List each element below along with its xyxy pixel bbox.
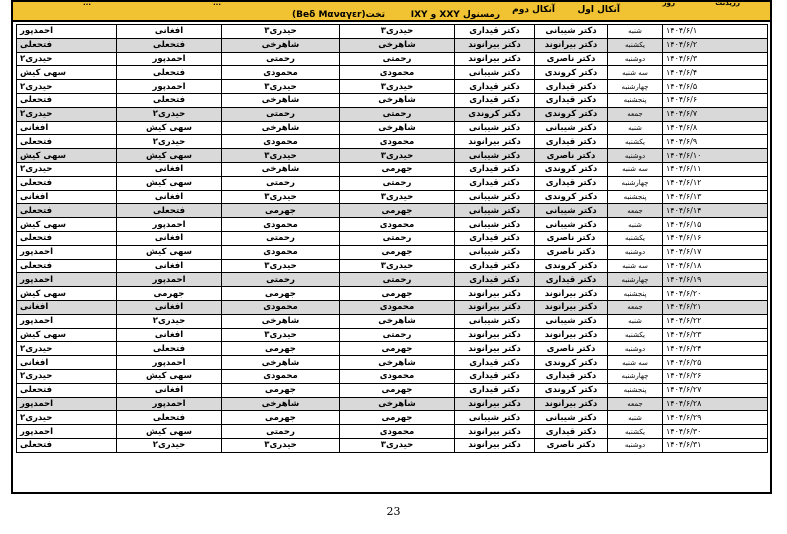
resident-c-cell: فتحعلی	[117, 204, 222, 218]
resident-b-cell: رحمتی	[222, 273, 340, 287]
resident-a-cell: محمودی	[340, 425, 455, 439]
resident-c-cell: افغانی	[117, 190, 222, 204]
first-oncall-cell: دکتر شیبانی	[535, 121, 608, 135]
first-oncall-cell: دکتر ناصری	[535, 342, 608, 356]
day-cell: پنجشنبه	[608, 190, 663, 204]
resident-d-cell: فتحعلی	[17, 259, 117, 273]
date-cell: ۱۴۰۴/۶/۲	[663, 38, 768, 52]
resident-c-cell: سهی کیش	[117, 149, 222, 163]
day-cell: دوشنبه	[608, 149, 663, 163]
resident-d-cell: فتحعلی	[17, 135, 117, 149]
table-row	[17, 287, 768, 301]
resident-b-cell: رحمتی	[222, 107, 340, 121]
first-oncall-cell: دکتر ناصری	[535, 438, 608, 452]
resident-d-cell: حیدری۲	[17, 107, 117, 121]
date-cell: ۱۴۰۴/۶/۳۱	[663, 438, 768, 452]
resident-a-cell: رحمتی	[340, 176, 455, 190]
first-oncall-cell: دکتر قیداری	[535, 273, 608, 287]
table-row	[17, 135, 768, 149]
resident-b-cell: محمودی	[222, 218, 340, 232]
first-oncall-cell: دکتر قیداری	[535, 80, 608, 94]
first-oncall-cell: دکتر شیبانی	[535, 25, 608, 39]
second-oncall-cell: دکتر قیداری	[455, 162, 535, 176]
resident-b-cell: محمودی	[222, 245, 340, 259]
resident-c-cell: افغانی	[117, 300, 222, 314]
resident-d-cell: حیدری۲	[17, 411, 117, 425]
resident-b-cell: جهرمی	[222, 204, 340, 218]
day-cell: پنجشنبه	[608, 383, 663, 397]
resident-a-cell: محمودی	[340, 218, 455, 232]
day-cell: دوشنبه	[608, 438, 663, 452]
date-cell: ۱۴۰۴/۶/۳	[663, 52, 768, 66]
first-oncall-cell: دکتر قیداری	[535, 369, 608, 383]
table-row	[17, 245, 768, 259]
first-oncall-cell: دکتر ناصری	[535, 231, 608, 245]
resident-b-cell: رحمتی	[222, 231, 340, 245]
table-row	[17, 425, 768, 439]
resident-c-cell: احمدپور	[117, 218, 222, 232]
first-oncall-cell: دکتر کروندی	[535, 162, 608, 176]
date-cell: ۱۴۰۴/۶/۲۰	[663, 287, 768, 301]
second-oncall-cell: دکتر بیرانوند	[455, 425, 535, 439]
table-row	[17, 369, 768, 383]
second-oncall-cell: دکتر شیبانی	[455, 149, 535, 163]
date-cell: ۱۴۰۴/۶/۶	[663, 93, 768, 107]
table-row	[17, 176, 768, 190]
table-row	[17, 149, 768, 163]
resident-a-cell: حیدری۳	[340, 438, 455, 452]
second-oncall-cell: دکتر بیرانوند	[455, 397, 535, 411]
resident-b-cell: محمودی	[222, 66, 340, 80]
date-cell: ۱۴۰۴/۶/۹	[663, 135, 768, 149]
resident-b-cell: شاهرخی	[222, 93, 340, 107]
date-cell: ۱۴۰۴/۶/۲۹	[663, 411, 768, 425]
resident-a-cell: حیدری۳	[340, 25, 455, 39]
table-row	[17, 383, 768, 397]
resident-c-cell: افغانی	[117, 25, 222, 39]
resident-b-cell: جهرمی	[222, 287, 340, 301]
resident-a-cell: رحمتی	[340, 231, 455, 245]
resident-b-cell: شاهرخی	[222, 162, 340, 176]
resident-b-cell: رحمتی	[222, 425, 340, 439]
day-cell: چهارشنبه	[608, 369, 663, 383]
resident-d-cell: فتحعلی	[17, 204, 117, 218]
second-oncall-cell: دکتر بیرانوند	[455, 135, 535, 149]
first-oncall-cell: دکتر کروندی	[535, 383, 608, 397]
date-cell: ۱۴۰۴/۶/۱	[663, 25, 768, 39]
table-row	[17, 52, 768, 66]
header-genotype: رمسنول XXY و IXY	[410, 10, 500, 20]
second-oncall-cell: دکتر بیرانوند	[455, 438, 535, 452]
day-cell: چهارشنبه	[608, 176, 663, 190]
second-oncall-cell: دکتر بیرانوند	[455, 342, 535, 356]
resident-a-cell: محمودی	[340, 66, 455, 80]
page-number: 23	[386, 505, 401, 518]
resident-c-cell: احمدپور	[117, 397, 222, 411]
resident-a-cell: محمودی	[340, 135, 455, 149]
resident-c-cell: احمدپور	[117, 80, 222, 94]
day-cell: چهارشنبه	[608, 80, 663, 94]
second-oncall-cell: دکتر قیداری	[455, 80, 535, 94]
first-oncall-cell: دکتر بیرانوند	[535, 397, 608, 411]
day-cell: پنجشنبه	[608, 287, 663, 301]
resident-d-cell: فتحعلی	[17, 38, 117, 52]
second-oncall-cell: دکتر شیبانی	[455, 218, 535, 232]
resident-b-cell: حیدری۳	[222, 438, 340, 452]
day-cell: جمعه	[608, 107, 663, 121]
table-row	[17, 25, 768, 39]
resident-c-cell: افغانی	[117, 231, 222, 245]
resident-c-cell: افغانی	[117, 383, 222, 397]
second-oncall-cell: دکتر شیبانی	[455, 66, 535, 80]
resident-a-cell: جهرمی	[340, 245, 455, 259]
date-cell: ۱۴۰۴/۶/۲۸	[663, 397, 768, 411]
resident-b-cell: شاهرخی	[222, 397, 340, 411]
resident-c-cell: افغانی	[117, 162, 222, 176]
date-cell: ۱۴۰۴/۶/۵	[663, 80, 768, 94]
first-oncall-cell: دکتر کروندی	[535, 259, 608, 273]
resident-a-cell: شاهرخی	[340, 397, 455, 411]
resident-b-cell: شاهرخی	[222, 314, 340, 328]
resident-a-cell: محمودی	[340, 369, 455, 383]
first-oncall-cell: دکتر بیرانوند	[535, 300, 608, 314]
resident-c-cell: سهی کیش	[117, 245, 222, 259]
date-cell: ۱۴۰۴/۶/۲۲	[663, 314, 768, 328]
date-cell: ۱۴۰۴/۶/۱۵	[663, 218, 768, 232]
resident-a-cell: شاهرخی	[340, 356, 455, 370]
resident-a-cell: رحمتی	[340, 107, 455, 121]
first-oncall-cell: دکتر بیرانوند	[535, 328, 608, 342]
day-cell: یکشنبه	[608, 135, 663, 149]
date-cell: ۱۴۰۴/۶/۱۲	[663, 176, 768, 190]
date-cell: ۱۴۰۴/۶/۸	[663, 121, 768, 135]
resident-b-cell: رحمتی	[222, 52, 340, 66]
first-oncall-cell: دکتر ناصری	[535, 52, 608, 66]
day-cell: سه شنبه	[608, 356, 663, 370]
second-oncall-cell: دکتر قیداری	[455, 383, 535, 397]
date-cell: ۱۴۰۴/۶/۱۰	[663, 149, 768, 163]
resident-b-cell: جهرمی	[222, 383, 340, 397]
schedule-header	[13, 2, 770, 22]
table-row	[17, 107, 768, 121]
resident-b-cell: محمودی	[222, 135, 340, 149]
day-cell: شنبه	[608, 411, 663, 425]
table-row	[17, 342, 768, 356]
schedule-sheet	[11, 0, 772, 494]
resident-a-cell: حیدری۳	[340, 259, 455, 273]
resident-c-cell: حیدری۲	[117, 314, 222, 328]
date-cell: ۱۴۰۴/۶/۱۳	[663, 190, 768, 204]
resident-d-cell: فتحعلی	[17, 93, 117, 107]
resident-d-cell: افغانی	[17, 300, 117, 314]
second-oncall-cell: دکتر قیداری	[455, 93, 535, 107]
resident-b-cell: محمودی	[222, 300, 340, 314]
second-oncall-cell: دکتر قیداری	[455, 231, 535, 245]
resident-d-cell: سهی کیش	[17, 66, 117, 80]
day-cell: شنبه	[608, 314, 663, 328]
second-oncall-cell: دکتر شیبانی	[455, 190, 535, 204]
second-oncall-cell: دکتر قیداری	[455, 273, 535, 287]
day-cell: پنجشنبه	[608, 93, 663, 107]
resident-b-cell: شاهرخی	[222, 356, 340, 370]
table-row	[17, 273, 768, 287]
resident-a-cell: شاهرخی	[340, 38, 455, 52]
resident-b-cell: جهرمی	[222, 411, 340, 425]
resident-c-cell: فتحعلی	[117, 93, 222, 107]
first-oncall-cell: دکتر قیداری	[535, 176, 608, 190]
resident-d-cell: افغانی	[17, 356, 117, 370]
resident-b-cell: رحمتی	[222, 176, 340, 190]
second-oncall-cell: دکتر شیبانی	[455, 411, 535, 425]
first-oncall-cell: دکتر قیداری	[535, 135, 608, 149]
date-cell: ۱۴۰۴/۶/۱۴	[663, 204, 768, 218]
resident-d-cell: احمدپور	[17, 273, 117, 287]
table-row	[17, 300, 768, 314]
resident-a-cell: جهرمی	[340, 342, 455, 356]
header-second-oncall: آنکال دوم	[512, 5, 555, 15]
resident-a-cell: رحمتی	[340, 52, 455, 66]
resident-d-cell: افغانی	[17, 190, 117, 204]
table-row	[17, 162, 768, 176]
resident-a-cell: حیدری۳	[340, 149, 455, 163]
resident-d-cell: احمدپور	[17, 245, 117, 259]
table-row	[17, 356, 768, 370]
resident-c-cell: فتحعلی	[117, 38, 222, 52]
day-cell: جمعه	[608, 204, 663, 218]
table-row	[17, 259, 768, 273]
table-row	[17, 93, 768, 107]
resident-d-cell: احمدپور	[17, 25, 117, 39]
day-cell: شنبه	[608, 121, 663, 135]
table-row	[17, 190, 768, 204]
second-oncall-cell: دکتر قیداری	[455, 176, 535, 190]
resident-b-cell: شاهرخی	[222, 38, 340, 52]
day-cell: سه شنبه	[608, 259, 663, 273]
resident-c-cell: افغانی	[117, 328, 222, 342]
table-row	[17, 314, 768, 328]
resident-c-cell: جهرمی	[117, 287, 222, 301]
second-oncall-cell: دکتر کروندی	[455, 107, 535, 121]
resident-d-cell: حیدری۲	[17, 162, 117, 176]
first-oncall-cell: دکتر شیبانی	[535, 218, 608, 232]
first-oncall-cell: دکتر بیرانوند	[535, 38, 608, 52]
day-cell: شنبه	[608, 218, 663, 232]
resident-c-cell: حیدری۲	[117, 438, 222, 452]
header-first-oncall: آنکال اول	[577, 5, 620, 15]
resident-d-cell: فتحعلی	[17, 383, 117, 397]
date-cell: ۱۴۰۴/۶/۱۸	[663, 259, 768, 273]
first-oncall-cell: دکتر کروندی	[535, 66, 608, 80]
second-oncall-cell: دکتر شیبانی	[455, 245, 535, 259]
resident-d-cell: احمدپور	[17, 314, 117, 328]
first-oncall-cell: دکتر شیبانی	[535, 204, 608, 218]
day-cell: جمعه	[608, 397, 663, 411]
second-oncall-cell: دکتر بیرانوند	[455, 300, 535, 314]
day-cell: دوشنبه	[608, 52, 663, 66]
resident-b-cell: حیدری۳	[222, 190, 340, 204]
resident-c-cell: احمدپور	[117, 52, 222, 66]
resident-a-cell: جهرمی	[340, 204, 455, 218]
date-cell: ۱۴۰۴/۶/۲۶	[663, 369, 768, 383]
date-cell: ۱۴۰۴/۶/۱۱	[663, 162, 768, 176]
table-row	[17, 80, 768, 94]
resident-d-cell: حیدری۲	[17, 342, 117, 356]
resident-a-cell: جهرمی	[340, 383, 455, 397]
day-cell: جمعه	[608, 300, 663, 314]
resident-b-cell: شاهرخی	[222, 121, 340, 135]
resident-a-cell: شاهرخی	[340, 314, 455, 328]
table-row	[17, 231, 768, 245]
day-cell: یکشنبه	[608, 38, 663, 52]
resident-c-cell: فتحعلی	[117, 66, 222, 80]
resident-a-cell: حیدری۳	[340, 190, 455, 204]
resident-b-cell: حیدری۳	[222, 328, 340, 342]
schedule-table	[16, 24, 768, 453]
resident-c-cell: سهی کیش	[117, 176, 222, 190]
date-cell: ۱۴۰۴/۶/۲۵	[663, 356, 768, 370]
table-row	[17, 204, 768, 218]
date-cell: ۱۴۰۴/۶/۱۷	[663, 245, 768, 259]
header-bed-manager: تخت(Beδ Μαναγεr)	[292, 10, 385, 20]
day-cell: چهارشنبه	[608, 273, 663, 287]
resident-d-cell: حیدری۲	[17, 369, 117, 383]
resident-a-cell: شاهرخی	[340, 121, 455, 135]
resident-d-cell: حیدری۲	[17, 80, 117, 94]
day-cell: دوشنبه	[608, 245, 663, 259]
date-cell: ۱۴۰۴/۶/۷	[663, 107, 768, 121]
resident-a-cell: شاهرخی	[340, 93, 455, 107]
resident-c-cell: سهی کیش	[117, 121, 222, 135]
resident-d-cell: سهی کیش	[17, 328, 117, 342]
first-oncall-cell: دکتر شیبانی	[535, 411, 608, 425]
resident-d-cell: سهی کیش	[17, 218, 117, 232]
resident-a-cell: جهرمی	[340, 162, 455, 176]
date-cell: ۱۴۰۴/۶/۲۷	[663, 383, 768, 397]
resident-b-cell: حیدری۳	[222, 80, 340, 94]
date-cell: ۱۴۰۴/۶/۱۶	[663, 231, 768, 245]
first-oncall-cell: دکتر قیداری	[535, 93, 608, 107]
header-top-left: ...	[83, 0, 91, 7]
resident-a-cell: رحمتی	[340, 273, 455, 287]
table-row	[17, 397, 768, 411]
table-row	[17, 38, 768, 52]
resident-a-cell: جهرمی	[340, 411, 455, 425]
resident-a-cell: محمودی	[340, 300, 455, 314]
resident-c-cell: احمدپور	[117, 273, 222, 287]
table-row	[17, 121, 768, 135]
first-oncall-cell: دکتر شیبانی	[535, 314, 608, 328]
resident-a-cell: رحمتی	[340, 328, 455, 342]
second-oncall-cell: دکتر شیبانی	[455, 314, 535, 328]
resident-b-cell: محمودی	[222, 369, 340, 383]
table-row	[17, 438, 768, 452]
day-cell: سه شنبه	[608, 66, 663, 80]
resident-c-cell: احمدپور	[117, 356, 222, 370]
date-cell: ۱۴۰۴/۶/۲۳	[663, 328, 768, 342]
resident-c-cell: فتحعلی	[117, 411, 222, 425]
first-oncall-cell: دکتر ناصری	[535, 149, 608, 163]
day-cell: شنبه	[608, 25, 663, 39]
resident-a-cell: حیدری۳	[340, 80, 455, 94]
header-top-mid: ...	[213, 0, 221, 7]
resident-c-cell: فتحعلی	[117, 342, 222, 356]
day-cell: یکشنبه	[608, 425, 663, 439]
first-oncall-cell: دکتر کروندی	[535, 107, 608, 121]
date-cell: ۱۴۰۴/۶/۲۴	[663, 342, 768, 356]
resident-d-cell: حیدری۲	[17, 52, 117, 66]
second-oncall-cell: دکتر بیرانوند	[455, 328, 535, 342]
resident-b-cell: جهرمی	[222, 342, 340, 356]
resident-d-cell: فتحعلی	[17, 438, 117, 452]
resident-c-cell: افغانی	[117, 259, 222, 273]
resident-b-cell: حیدری۳	[222, 25, 340, 39]
table-row	[17, 328, 768, 342]
resident-d-cell: فتحعلی	[17, 176, 117, 190]
resident-c-cell: سهی کیش	[117, 425, 222, 439]
second-oncall-cell: دکتر قیداری	[455, 259, 535, 273]
resident-d-cell: سهی کیش	[17, 149, 117, 163]
day-cell: سه شنبه	[608, 162, 663, 176]
date-cell: ۱۴۰۴/۶/۲۱	[663, 300, 768, 314]
resident-d-cell: سهی کیش	[17, 287, 117, 301]
table-row	[17, 411, 768, 425]
first-oncall-cell: دکتر کروندی	[535, 190, 608, 204]
resident-d-cell: فتحعلی	[17, 231, 117, 245]
resident-c-cell: حیدری۲	[117, 135, 222, 149]
second-oncall-cell: دکتر قیداری	[455, 369, 535, 383]
resident-d-cell: احمدپور	[17, 425, 117, 439]
second-oncall-cell: دکتر قیداری	[455, 356, 535, 370]
first-oncall-cell: دکتر ناصری	[535, 245, 608, 259]
second-oncall-cell: دکتر بیرانوند	[455, 38, 535, 52]
second-oncall-cell: دکتر شیبانی	[455, 204, 535, 218]
second-oncall-cell: دکتر قیداری	[455, 25, 535, 39]
resident-b-cell: حیدری۳	[222, 259, 340, 273]
first-oncall-cell: دکتر بیرانوند	[535, 287, 608, 301]
table-row	[17, 66, 768, 80]
resident-b-cell: حیدری۳	[222, 149, 340, 163]
first-oncall-cell: دکتر کروندی	[535, 356, 608, 370]
date-cell: ۱۴۰۴/۶/۱۹	[663, 273, 768, 287]
first-oncall-cell: دکتر قیداری	[535, 425, 608, 439]
resident-d-cell: افغانی	[17, 121, 117, 135]
table-row	[17, 218, 768, 232]
second-oncall-cell: دکتر شیبانی	[455, 121, 535, 135]
day-cell: یکشنبه	[608, 231, 663, 245]
resident-d-cell: احمدپور	[17, 397, 117, 411]
day-cell: یکشنبه	[608, 328, 663, 342]
header-day: روز	[662, 0, 675, 7]
day-cell: دوشنبه	[608, 342, 663, 356]
header-resident: رزیدنت	[715, 0, 740, 7]
second-oncall-cell: دکتر بیرانوند	[455, 52, 535, 66]
date-cell: ۱۴۰۴/۶/۳۰	[663, 425, 768, 439]
date-cell: ۱۴۰۴/۶/۴	[663, 66, 768, 80]
resident-a-cell: جهرمی	[340, 287, 455, 301]
resident-c-cell: حیدری۲	[117, 107, 222, 121]
second-oncall-cell: دکتر بیرانوند	[455, 287, 535, 301]
resident-c-cell: سهی کیش	[117, 369, 222, 383]
